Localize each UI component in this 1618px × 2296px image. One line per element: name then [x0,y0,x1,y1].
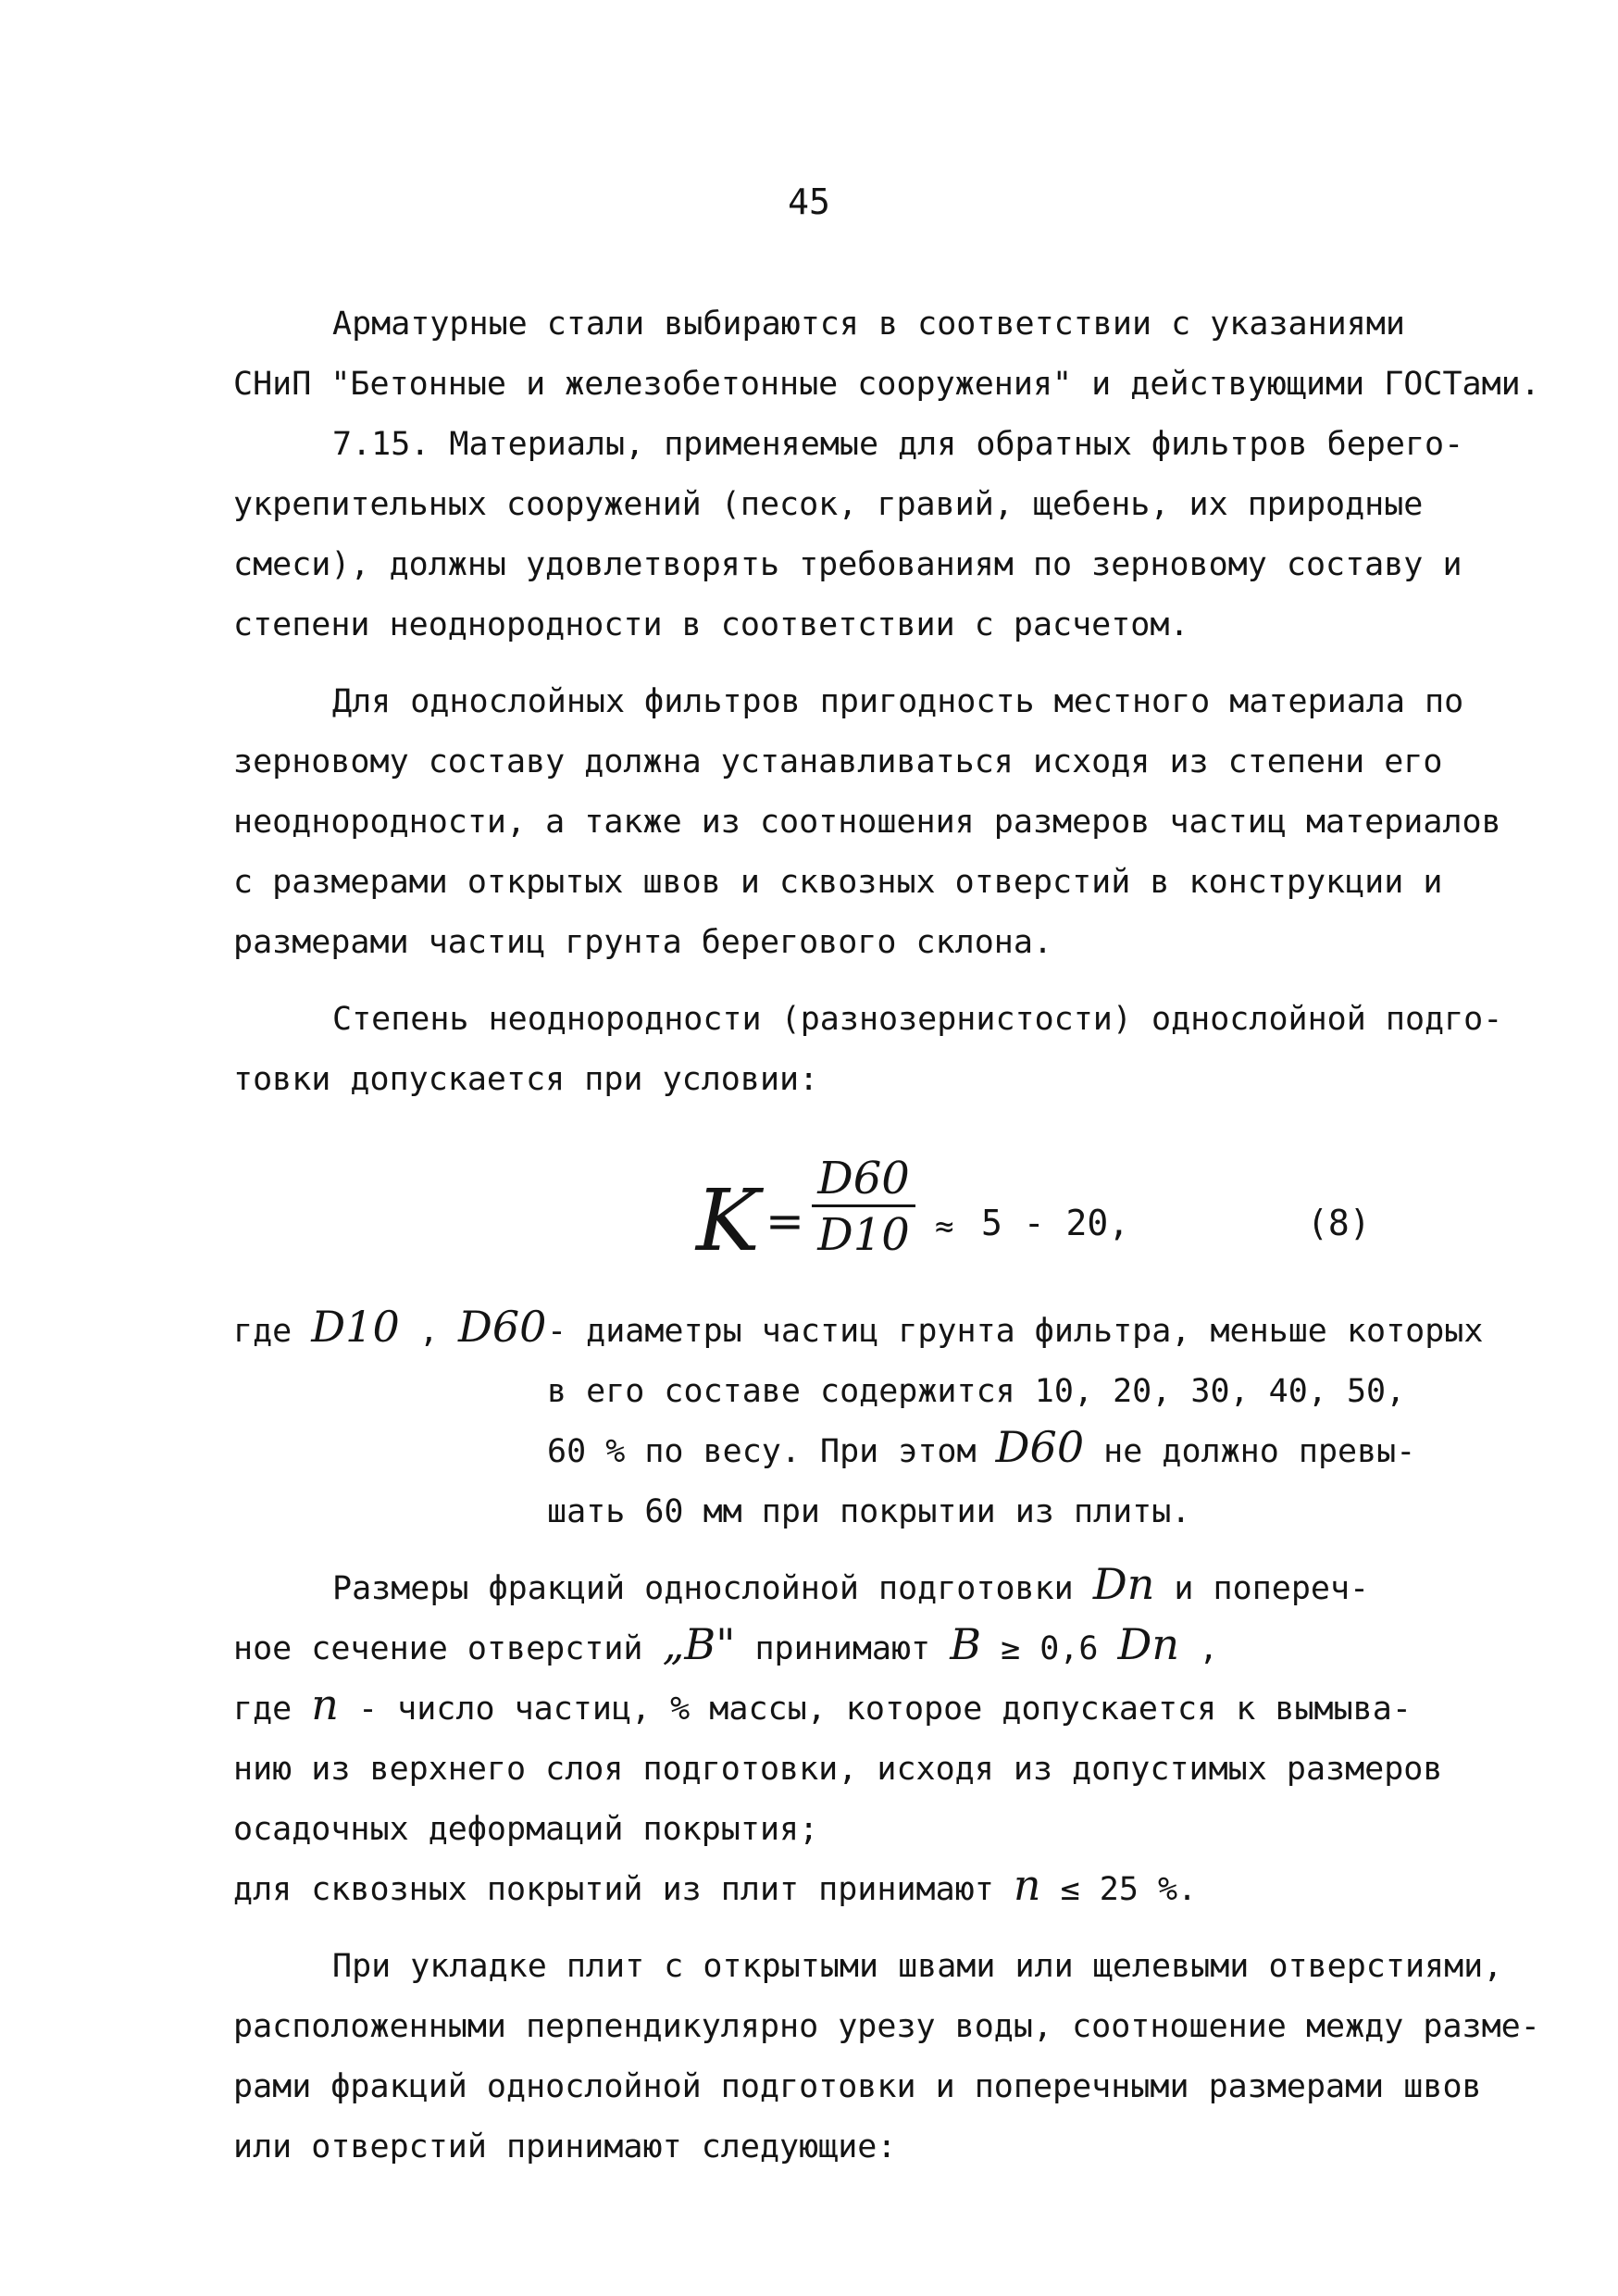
paragraph-line: степени неоднородности в соответствии с расчетом. [233,606,1189,643]
text-run: и попереч- [1174,1570,1370,1607]
text-run: 25 %. [1099,1871,1198,1908]
formula-8 [233,1140,1464,1302]
paragraph-line: рами фракций однослойной подготовки и поперечными размерами швов [233,2068,1482,2105]
formula-fraction [812,1153,915,1261]
definition-line: в его составе содержится 10, 20, 30, 40, 50, [547,1373,1406,1410]
formula-denominator: D10 [817,1209,910,1261]
definition-text: 60 % по весу. При этом [547,1433,977,1470]
formula-equals: = [765,1194,804,1248]
where-line [233,1302,1484,1362]
formula-numerator: D60 [817,1153,910,1204]
paragraph-line: неоднородности, а также из соотношения размеров частиц материалов [233,804,1501,841]
paragraph-line [233,1679,1464,1740]
formula-number: (8) [1307,1203,1371,1243]
inequality-sign: ≤ [1060,1871,1080,1908]
paragraph-line: смеси), должны удовлетворять требованиям по зерновому составу и [233,546,1462,583]
page-number: 45 [788,181,830,222]
definition-line [233,1422,1464,1482]
text-run: 0,6 [1039,1630,1099,1667]
paragraph-line: размерами частиц грунта берегового склона. [233,924,1053,961]
paragraph-line: осадочных деформаций покрытия; [233,1811,819,1848]
symbol-dn: Dn [1092,1559,1155,1609]
paragraph-line: нию из верхнего слоя подготовки, исходя из допустимых размеров [233,1751,1443,1788]
formula-approx: ≈ [935,1208,954,1245]
paragraph-line: или отверстий принимают следующие: [233,2128,897,2165]
paragraph-line: 7.15. Материалы, применяемые для обратных фильтров берего- [332,426,1464,463]
document-body [233,294,1540,2177]
symbol-b-quoted: „B" [662,1619,736,1669]
text-run: Размеры фракций однослойной подготовки [332,1570,1074,1607]
inequality-sign: ≥ [1001,1630,1021,1667]
where-definition-lead [233,1302,546,1362]
text-run: для сквозных покрытий из плит принимают [233,1871,994,1908]
paragraph-line [233,1619,1464,1679]
text-run: - число частиц, % массы, которое допускается к вымыва- [358,1691,1412,1728]
text-run: ное сечение отверстий [233,1630,643,1667]
definition-line: шать 60 мм при покрытии из плиты. [547,1493,1191,1530]
paragraph-line: Для однослойных фильтров пригодность местного материала по [332,683,1464,720]
paragraph-line: с размерами открытых швов и сквозных отверстий в конструкции и [233,864,1443,901]
formula-lhs: K [696,1171,760,1270]
paragraph-line: Арматурные стали выбираются в соответствии с указаниями [332,306,1405,343]
separator: , [418,1313,439,1350]
paragraph-line: При укладке плит с открытыми швами или щелевыми отверстиями, [332,1948,1503,1985]
symbol-d60: D60 [995,1422,1085,1472]
definition-text: - диаметры частиц грунта фильтра, меньше которых [547,1313,1484,1350]
symbol-n: n [311,1679,339,1729]
paragraph-line: укрепительных сооружений (песок, гравий, щебень, их природные [233,486,1424,523]
paragraph-line: товки допускается при условии: [233,1061,819,1098]
symbol-b: B [950,1619,982,1669]
definition-text: не должно превы- [1103,1433,1416,1470]
symbol-d60: D60 [457,1302,547,1352]
paragraph-line: зерновому составу должна устанавливаться исходя из степени его [233,743,1443,780]
symbol-n: n [1013,1860,1041,1910]
text-run: где [233,1691,292,1728]
paragraph-line [233,1860,1464,1920]
formula-range: 5 - 20, [981,1203,1130,1243]
symbol-dn: Dn [1117,1619,1180,1669]
symbol-d10: D10 [311,1302,400,1352]
where-word: где [233,1313,292,1350]
paragraph-line: СНиП "Бетонные и железобетонные сооружения" и действующими ГОСТами. [233,366,1540,403]
paragraph-line: расположенными перпендикулярно урезу воды, соотношение между разме- [233,2008,1540,2045]
paragraph-line [233,1559,1464,1619]
text-run: , [1199,1630,1219,1667]
text-run: принимают [754,1630,931,1667]
fraction-bar [812,1204,915,1207]
paragraph-line: Степень неоднородности (разнозернистости) однослойной подго- [332,1001,1503,1038]
